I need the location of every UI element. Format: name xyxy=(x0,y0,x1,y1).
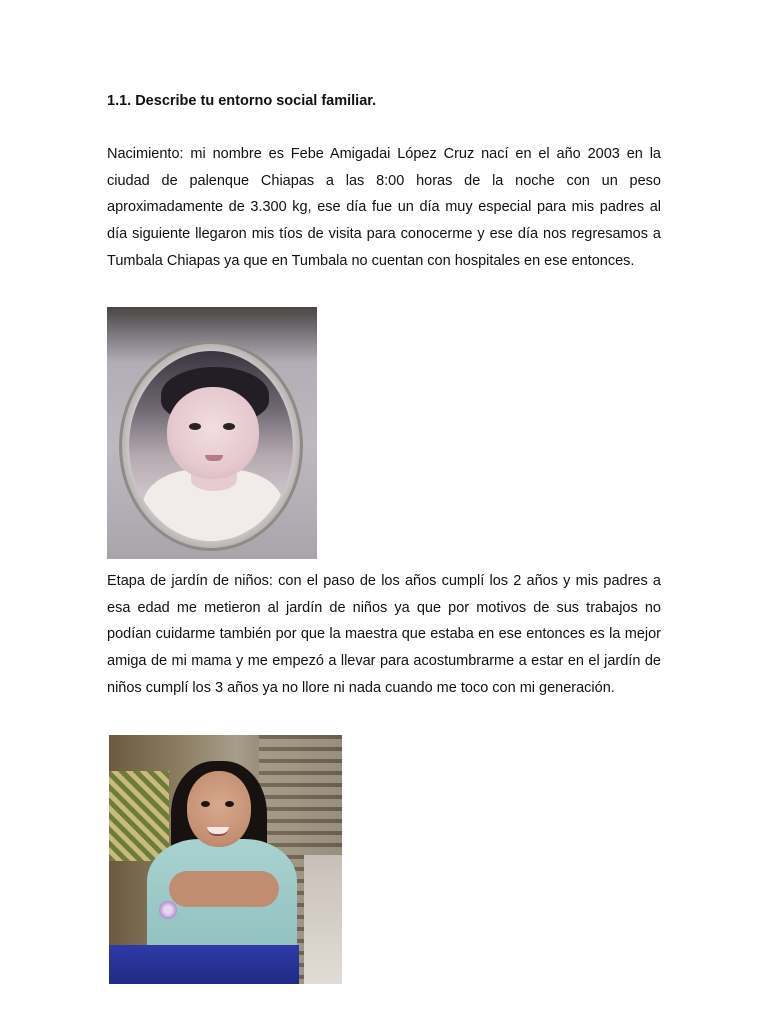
baby-eye-right xyxy=(223,423,235,430)
baby-face xyxy=(167,387,259,479)
section-heading: 1.1. Describe tu entorno social familiar. xyxy=(107,93,377,109)
paragraph-kindergarten: Etapa de jardín de niños: con el paso de los años cumplí los 2 años y mis padres a esa edad me metieron al jardín de niños ya que por motivos de sus trabajos no podían cuidarme también por que la maestra que estaba en ese entonces es la mejor amiga de mi mama y me empezó a llevar para acostumbrarme a estar en el jardín de niños cumplí los 3 años ya no llore ni nada cuando me toco con mi generación. xyxy=(107,573,661,696)
child-skirt xyxy=(109,945,299,984)
shirt-flower xyxy=(159,901,177,919)
child-photo xyxy=(109,735,342,984)
portrait-inner xyxy=(129,351,293,541)
baby-eye-left xyxy=(189,423,201,430)
background-basket xyxy=(109,771,169,861)
background-person xyxy=(304,855,342,984)
baby-photo xyxy=(107,307,317,559)
child-eye-right xyxy=(225,801,234,807)
paragraph-birth: Nacimiento: mi nombre es Febe Amigadai López Cruz nací en el año 2003 en la ciudad de palenque Chiapas a las 8:00 horas de la noche con un peso aproximadamente de 3.300 kg, ese día fue un día muy especial para mis padres al día siguiente llegaron mis tíos de visita para conocerme y ese día nos regresamos a Tumbala Chiapas ya que en Tumbala no cuentan con hospitales en ese entonces. xyxy=(107,146,661,269)
child-arms xyxy=(169,871,279,907)
child-eye-left xyxy=(201,801,210,807)
